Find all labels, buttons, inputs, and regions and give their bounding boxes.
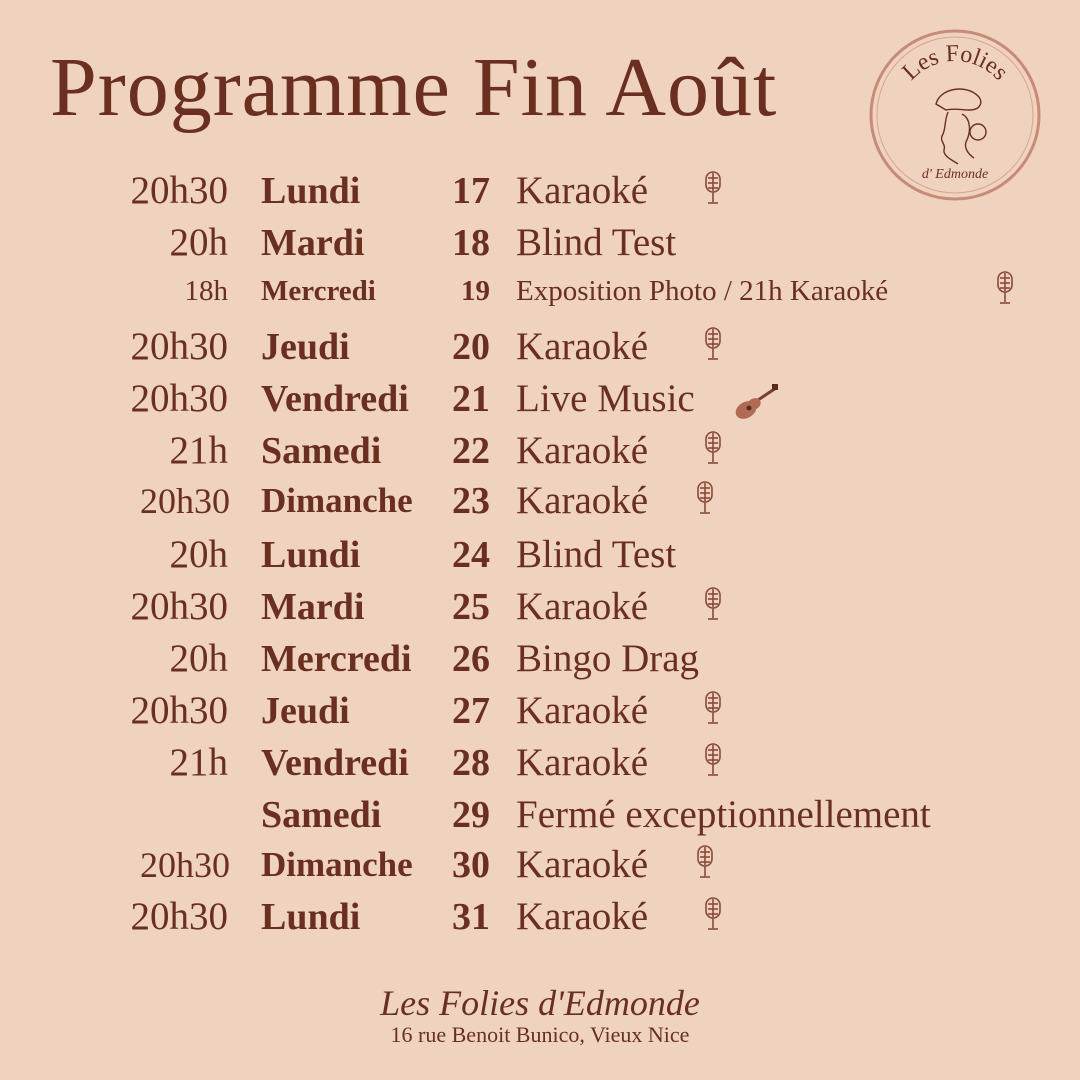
- logo-text-bottom: d' Edmonde: [921, 167, 989, 182]
- schedule-event: Karaoké: [516, 325, 649, 368]
- microphone-icon: [700, 586, 726, 626]
- schedule-day: Mercredi: [261, 275, 376, 307]
- microphone-icon: [692, 480, 718, 520]
- schedule-time: 20h30: [140, 845, 230, 885]
- schedule-row: [0, 218, 1080, 268]
- schedule-row: [0, 634, 1080, 684]
- schedule-row: [0, 374, 1080, 424]
- schedule-event: Live Music: [516, 377, 695, 420]
- schedule-date: 24: [452, 534, 490, 576]
- schedule-day: Jeudi: [261, 690, 350, 732]
- schedule-row: [0, 426, 1080, 476]
- schedule-event: Karaoké: [516, 741, 649, 784]
- schedule-day: Vendredi: [261, 742, 409, 784]
- microphone-icon: [700, 326, 726, 366]
- schedule-day: Vendredi: [261, 378, 409, 420]
- footer-address: 16 rue Benoit Bunico, Vieux Nice: [390, 1022, 690, 1047]
- schedule-date: 17: [452, 170, 490, 212]
- schedule-event: Karaoké: [516, 169, 649, 212]
- schedule-day: Mardi: [261, 586, 365, 628]
- schedule-day: Lundi: [261, 896, 361, 938]
- microphone-icon: [692, 844, 718, 884]
- schedule-row: [0, 738, 1080, 788]
- schedule-event: Karaoké: [516, 895, 649, 938]
- schedule-time: 18h: [184, 275, 228, 307]
- schedule-date: 18: [452, 222, 490, 264]
- schedule-date: 27: [452, 690, 490, 732]
- schedule-event: Karaoké: [516, 429, 649, 472]
- schedule-time: 20h: [169, 221, 228, 264]
- schedule-row: [0, 892, 1080, 942]
- microphone-icon: [700, 690, 726, 730]
- schedule-event: Blind Test: [516, 221, 677, 264]
- schedule-time: 20h: [169, 533, 228, 576]
- schedule-time: 20h30: [140, 481, 230, 521]
- schedule-date: 22: [452, 430, 490, 472]
- guitar-icon: [732, 382, 780, 422]
- schedule-event: Fermé exceptionnellement: [516, 793, 931, 836]
- schedule-day: Samedi: [261, 794, 382, 836]
- footer-venue-name: Les Folies d'Edmonde: [380, 983, 700, 1023]
- schedule-time: 20h: [169, 637, 228, 680]
- schedule-event: Karaoké: [516, 689, 649, 732]
- schedule-row: [0, 582, 1080, 632]
- schedule-date: 21: [452, 378, 490, 420]
- schedule-time: 20h30: [130, 689, 228, 732]
- microphone-icon: [700, 742, 726, 782]
- schedule-date: 30: [452, 844, 490, 886]
- schedule-time: 20h30: [130, 325, 228, 368]
- schedule-event: Bingo Drag: [516, 637, 700, 680]
- schedule-date: 23: [452, 480, 490, 522]
- schedule-day: Jeudi: [261, 326, 350, 368]
- page-title: Programme Fin Août: [50, 41, 778, 134]
- schedule-day: Mardi: [261, 222, 365, 264]
- schedule-row: [0, 790, 1080, 840]
- schedule-date: 28: [452, 742, 490, 784]
- logo-text-top: Les Folies: [897, 40, 1014, 86]
- schedule-row: [0, 266, 1080, 316]
- microphone-icon: [992, 270, 1018, 310]
- schedule-event: Blind Test: [516, 533, 677, 576]
- schedule-row: [0, 166, 1080, 216]
- schedule-event: Karaoké: [516, 843, 649, 886]
- schedule-date: 31: [452, 896, 490, 938]
- schedule-date: 19: [461, 275, 490, 307]
- schedule-day: Dimanche: [261, 481, 413, 520]
- schedule-row: [0, 322, 1080, 372]
- schedule-row: [0, 530, 1080, 580]
- schedule-time: 20h30: [130, 585, 228, 628]
- schedule-date: 20: [452, 326, 490, 368]
- schedule-date: 29: [452, 794, 490, 836]
- schedule-time: 20h30: [130, 377, 228, 420]
- schedule-row: [0, 476, 1080, 526]
- schedule-event: Karaoké: [516, 585, 649, 628]
- schedule-row: [0, 840, 1080, 890]
- schedule-row: [0, 686, 1080, 736]
- microphone-icon: [700, 896, 726, 936]
- schedule-date: 25: [452, 586, 490, 628]
- schedule-day: Samedi: [261, 430, 382, 472]
- schedule-time: 21h: [169, 429, 228, 472]
- microphone-icon: [700, 430, 726, 470]
- schedule-day: Mercredi: [261, 638, 412, 680]
- schedule-day: Lundi: [261, 170, 361, 212]
- schedule-day: Dimanche: [261, 845, 413, 884]
- schedule-day: Lundi: [261, 534, 361, 576]
- schedule-time: 21h: [169, 741, 228, 784]
- schedule-time: 20h30: [130, 169, 228, 212]
- schedule-date: 26: [452, 638, 490, 680]
- schedule-event: Karaoké: [516, 479, 649, 522]
- schedule-event: Exposition Photo / 21h Karaoké: [516, 275, 889, 307]
- microphone-icon: [700, 170, 726, 210]
- schedule-time: 20h30: [130, 895, 228, 938]
